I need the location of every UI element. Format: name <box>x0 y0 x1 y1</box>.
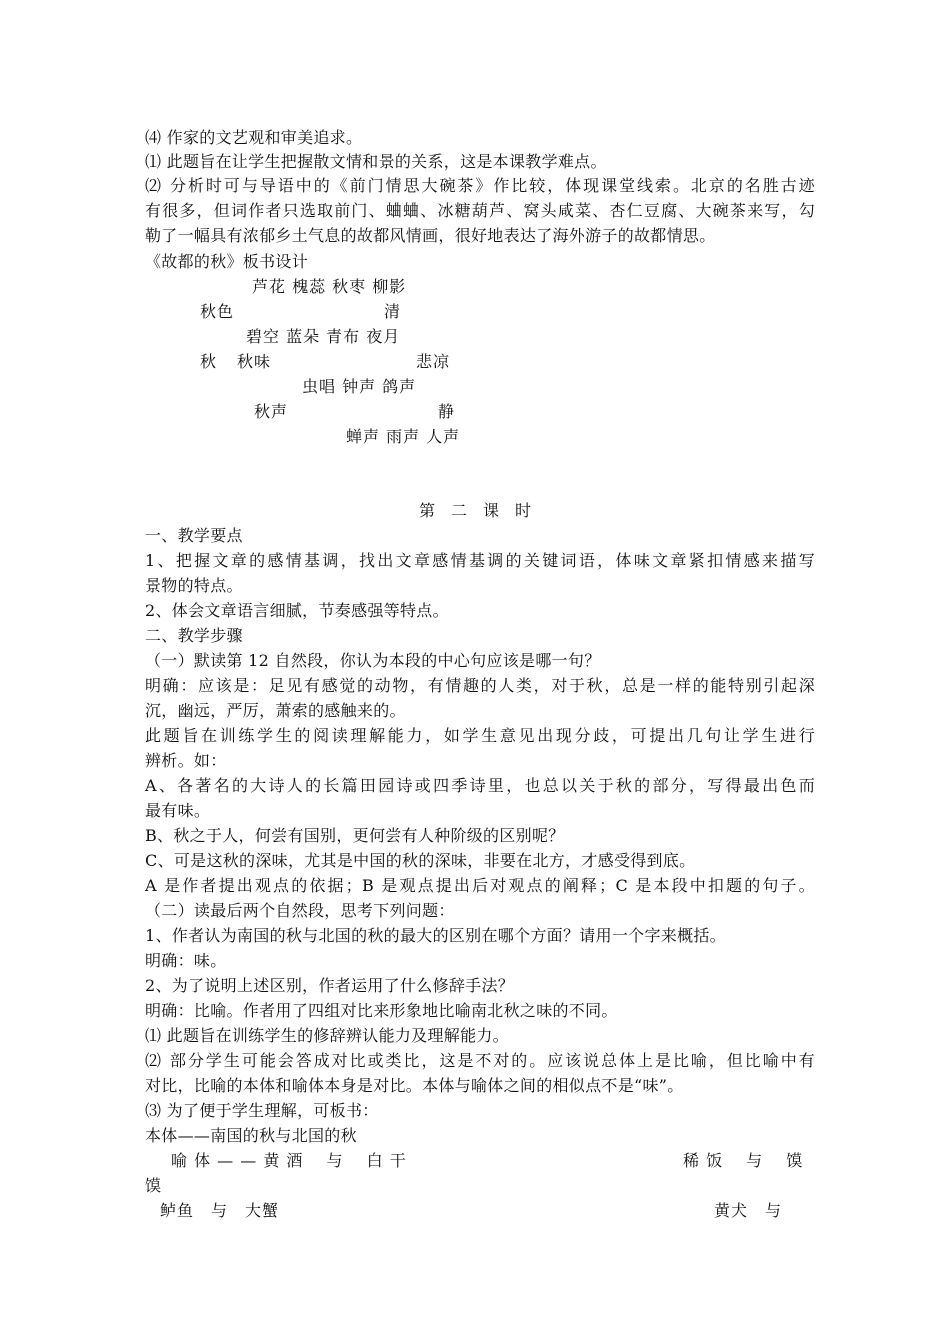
abc-explanation: A 是作者提出观点的依据；B 是观点提出后对观点的阐释；C 是本段中扣题的句子。 <box>145 876 815 895</box>
remark-1: ⑴ 此题旨在训练学生的修辞辨认能力及理解能力。 <box>145 1026 509 1045</box>
board-row-1: 芦花 槐蕊 秋枣 柳影 <box>252 277 407 296</box>
remark-3: ⑶ 为了便于学生理解，可板书： <box>145 1101 379 1120</box>
board-title: 《故都的秋》板书设计 <box>145 252 309 271</box>
option-a-line-1: A、各著名的大诗人的长篇田园诗或四季诗里，也总以关于秋的部分，写得最出色而 <box>145 776 815 795</box>
remark-2-line-1: ⑵ 部分学生可能会答成对比或类比，这是不对的。应该说总体上是比喻，但比喻中有 <box>145 1051 815 1070</box>
board-autumn-color: 秋色 <box>200 302 235 321</box>
board-autumn-flavor: 秋味 <box>237 352 272 371</box>
note-line-1: 此题旨在训练学生的阅读理解能力，如学生意见出现分歧，可提出几句让学生进行 <box>145 726 815 745</box>
note-line-2: 辨析。如： <box>145 751 227 770</box>
note-1: ⑴ 此题旨在让学生把握散文情和景的关系，这是本课教学难点。 <box>145 152 607 171</box>
board-autumn-sound: 秋声 <box>254 402 289 421</box>
question-2: （二）读最后两个自然段，思考下列问题： <box>145 901 455 920</box>
section-teaching-steps: 二、教学步骤 <box>145 626 243 645</box>
vehicle-row-left: 喻 体 — — 黄 酒 与 白 干 <box>171 1151 407 1170</box>
board-row-5: 虫唱 钟声 鸽声 <box>302 377 417 396</box>
board-tenor: 本体——南国的秋与北国的秋 <box>145 1126 357 1145</box>
note-2-line-1: ⑵ 分析时可与导语中的《前门情思大碗茶》作比较，体现课堂线索。北京的名胜古迹 <box>145 176 815 195</box>
option-c: C、可是这秋的深味，尤其是中国的秋的深味，非要在北方，才感受得到底。 <box>145 851 696 870</box>
board-row-7: 蝉声 雨声 人声 <box>346 427 461 446</box>
answer-1-line-2: 沉，幽远，严厉，萧索的感触来的。 <box>145 701 406 720</box>
board-sorrow: 悲凉 <box>416 352 451 371</box>
vehicle-row-2-right: 黄犬 与 <box>714 1201 783 1220</box>
remark-2-line-2: 对比，比喻的本体和喻体本身是对比。本体与喻体之间的相似点不是“味”。 <box>145 1076 684 1095</box>
board-autumn: 秋 <box>200 352 218 371</box>
option-b: B、秋之于人，何尝有国别，更何尝有人种阶级的区别呢？ <box>145 826 565 845</box>
vehicle-row-2-left: 鲈鱼 与 大蟹 <box>160 1201 280 1220</box>
answer-2-1: 明确：味。 <box>145 951 227 970</box>
point-2: 2、体会文章语言细腻，节奏感强等特点。 <box>145 601 449 620</box>
point-1-line-1: 1、把握文章的感情基调，找出文章感情基调的关键词语，体味文章紧扣情感来描写 <box>145 551 815 570</box>
vehicle-row-right: 稀 饭 与 馍 <box>683 1151 804 1170</box>
question-2-1: 1、作者认为南国的秋与北国的秋的最大的区别在哪个方面？请用一个字来概括。 <box>145 926 726 945</box>
question-1: （一）默读第 12 自然段，你认为本段的中心句应该是哪一句？ <box>145 651 601 670</box>
vehicle-row-wrap: 馍 <box>145 1176 163 1195</box>
option-a-line-2: 最有味。 <box>145 801 211 820</box>
question-2-2: 2、为了说明上述区别，作者运用了什么修辞手法？ <box>145 976 515 995</box>
board-clear: 清 <box>384 302 402 321</box>
answer-2-2: 明确：比喻。作者用了四组对比来形象地比喻南北秋之味的不同。 <box>145 1001 618 1020</box>
section-teaching-points: 一、教学要点 <box>145 526 243 545</box>
note-2-line-3: 勒了一幅具有浓郁乡土气息的故都风情画，很好地表达了海外游子的故都情思。 <box>145 226 716 245</box>
note-2-line-2: 有很多，但词作者只选取前门、蛐蛐、冰糖葫芦、窝头咸菜、杏仁豆腐、大碗茶来写，勾 <box>145 201 815 220</box>
point-1-line-2: 景物的特点。 <box>145 576 243 595</box>
board-row-3: 碧空 蓝朵 青布 夜月 <box>246 327 401 346</box>
answer-1-line-1: 明确：应该是：足见有感觉的动物，有情趣的人类，对于秋，总是一样的能特别引起深 <box>145 676 815 695</box>
item-4: ⑷ 作家的文艺观和审美追求。 <box>145 128 363 147</box>
lesson-heading: 第 二 课 时 <box>418 501 531 520</box>
board-quiet: 静 <box>438 402 456 421</box>
